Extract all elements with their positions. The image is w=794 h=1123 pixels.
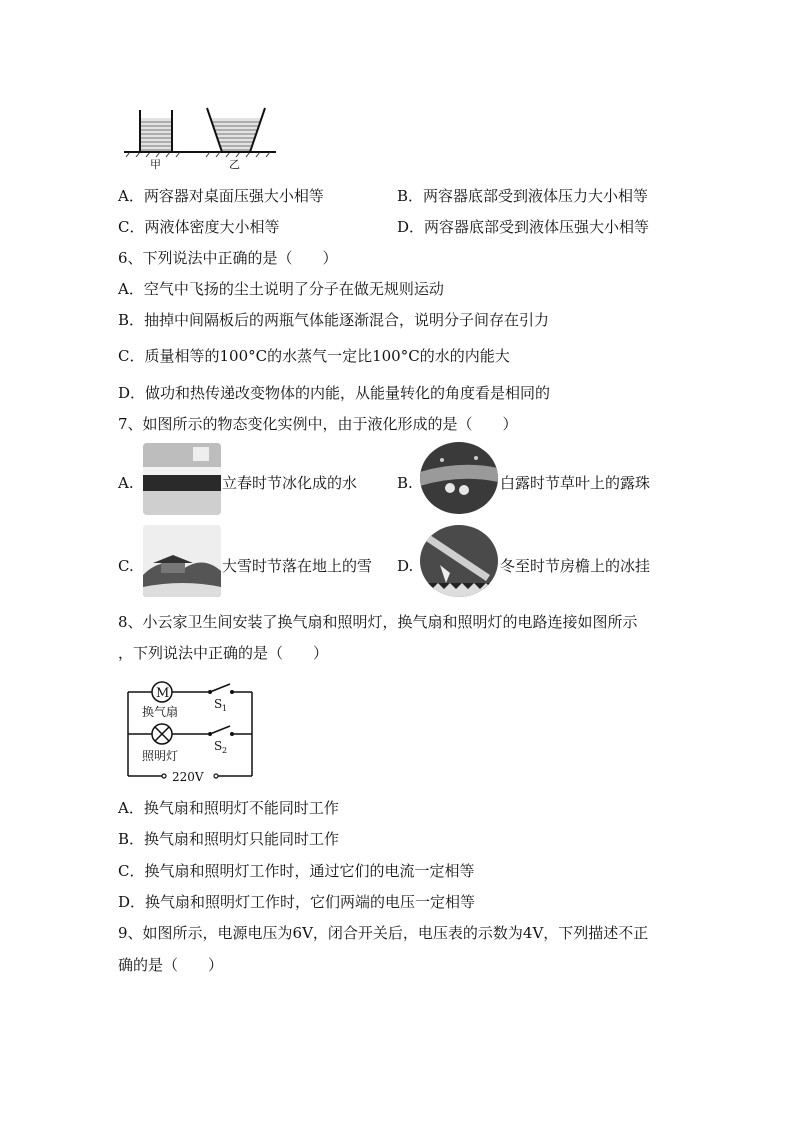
q7-option-d-text: 冬至时节房檐上的冰挂 [500, 557, 651, 575]
q8-option-a: A．换气扇和照明灯不能同时工作 [118, 799, 339, 817]
q5-option-d: D．两容器底部受到液体压强大小相等 [397, 218, 650, 236]
fan-label: 换气扇 [142, 705, 179, 719]
q5-option-a: A．两容器对桌面压强大小相等 [118, 187, 324, 205]
q6-option-a: A．空气中飞扬的尘土说明了分子在做无规则运动 [118, 280, 444, 298]
circuit-diagram [120, 676, 260, 788]
switch-s2-label: S [214, 739, 223, 753]
switch-s1-label: S [214, 697, 223, 711]
q7-option-c-text: 大雪时节落在地上的雪 [222, 557, 373, 575]
q8-stem-line1: 8、小云家卫生间安装了换气扇和照明灯，换气扇和照明灯的电路连接如图所示 [118, 613, 638, 631]
lamp-label: 照明灯 [142, 749, 179, 763]
q6-stem: 6、下列说法中正确的是（ ） [118, 249, 338, 267]
q8-option-b: B．换气扇和照明灯只能同时工作 [118, 830, 340, 848]
snow-scene-photo [143, 525, 221, 597]
q9-stem-line2: 确的是（ ） [118, 956, 224, 974]
q7-option-c-label: C. [118, 557, 134, 575]
q8-option-d: D．换气扇和照明灯工作时，它们两端的电压一定相等 [118, 893, 476, 911]
q5-option-b: B．两容器底部受到液体压力大小相等 [397, 187, 649, 205]
q9-stem-line1: 9、如图所示，电源电压为6V，闭合开关后，电压表的示数为4V，下列描述不正 [118, 924, 649, 942]
q7-option-b-text: 白露时节草叶上的露珠 [500, 474, 651, 492]
q7-option-d-label: D. [397, 557, 414, 575]
q8-stem-line2: ，下列说法中正确的是（ ） [118, 644, 329, 662]
q6-option-c: C．质量相等的100°C的水蒸气一定比100°C的水的内能大 [118, 347, 510, 365]
q7-option-a-label: A. [118, 474, 134, 492]
q7-stem: 7、如图所示的物态变化实例中，由于液化形成的是（ ） [118, 415, 518, 433]
q7-option-a-text: 立春时节冰化成的水 [222, 474, 358, 492]
containers-figure [120, 104, 280, 170]
switch-s1-subscript: 1 [222, 704, 228, 713]
icicles-photo [420, 525, 498, 597]
container-a-label: 甲 [150, 158, 161, 170]
switch-s2-subscript: 2 [222, 746, 228, 755]
melting-ice-photo [143, 443, 221, 515]
q6-option-d: D．做功和热传递改变物体的内能，从能量转化的角度看是相同的 [118, 384, 551, 402]
supply-voltage-label: 220V [172, 770, 204, 784]
q7-option-b-label: B. [397, 474, 413, 492]
q5-option-c: C．两液体密度大小相等 [118, 218, 280, 236]
dew-drops-photo [420, 442, 498, 514]
container-b-label: 乙 [229, 158, 240, 170]
q6-option-b: B．抽掉中间隔板后的两瓶气体能逐渐混合，说明分子间存在引力 [118, 311, 550, 329]
switch-s1-blade [210, 684, 230, 692]
q8-option-c: C．换气扇和照明灯工作时，通过它们的电流一定相等 [118, 862, 475, 880]
motor-letter: M [156, 686, 170, 701]
switch-s2-blade [210, 726, 230, 734]
